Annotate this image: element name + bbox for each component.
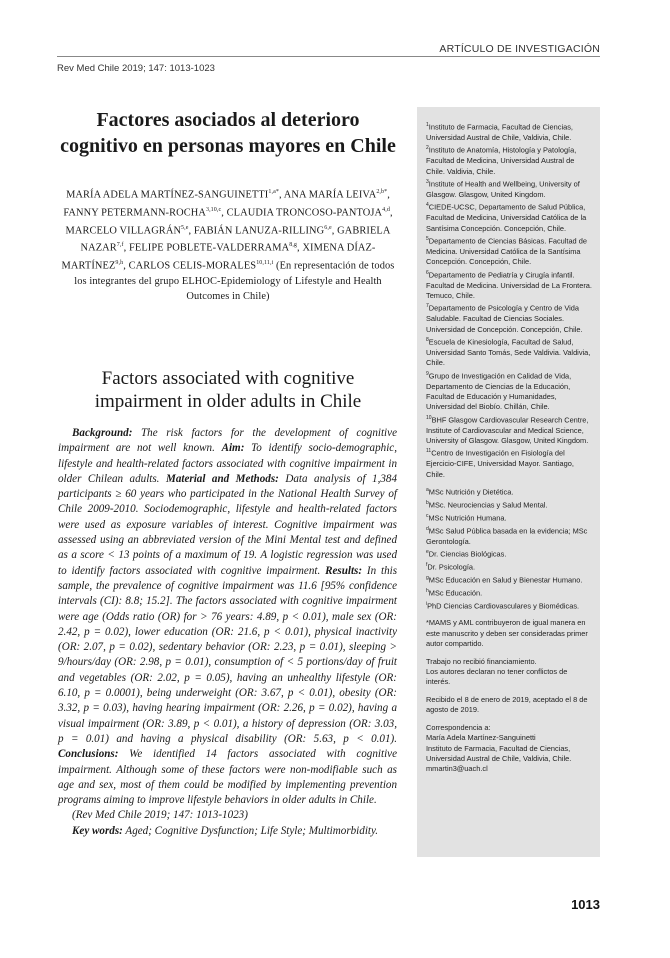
affiliation-item	[426, 177, 592, 200]
degree-item-marker: d	[426, 525, 429, 532]
degree-item	[426, 560, 592, 573]
affiliation-item-text: Grupo de Investigación en Calidad de Vida, Departamento de Ciencias de la Educación, Facultad de Educación y Humanidades, Universidad del Biobío. Chillán, Chile.	[426, 371, 572, 412]
degree-item-marker: a	[426, 487, 429, 494]
degree-item-marker: f	[426, 561, 428, 568]
affiliation-item	[426, 200, 592, 234]
degree-item-text: MSc Educación.	[428, 588, 483, 598]
section-label: ARTÍCULO DE INVESTIGACIÓN	[439, 43, 600, 55]
received-dates: Recibido el 8 de enero de 2019, aceptado el 8 de agosto de 2019.	[426, 694, 588, 715]
degree-item-text: MSc. Neurociencias y Salud Mental.	[428, 500, 548, 510]
author-affiliation-marker: 10,11,i	[256, 260, 274, 267]
author-name: MARÍA ADELA MARTÍNEZ-SANGUINETTI	[66, 189, 269, 201]
abstract-citation: (Rev Med Chile 2019; 147: 1013-1023)	[72, 809, 248, 822]
author-affiliation-marker: 8,g	[289, 242, 298, 249]
degree-item-marker: i	[426, 600, 428, 607]
contribution-note: *MAMS y AML contribuyeron de igual manera en este manuscrito y deben ser consideradas primer autor compartido.	[426, 618, 588, 649]
author-separator: ,	[221, 207, 224, 219]
degree-list	[426, 485, 592, 611]
correspondence-label: Correspondencia a:	[426, 722, 491, 732]
conflict-statement: Los autores declaran no tener conflictos de interés.	[426, 667, 568, 687]
degree-item	[426, 485, 592, 498]
affiliation-item	[426, 446, 592, 480]
degree-item	[426, 547, 592, 560]
author-separator: ,	[123, 242, 127, 254]
degree-item-marker: b	[426, 500, 429, 507]
affiliation-item-text: Instituto de Anatomía, Histología y Patología, Facultad de Medicina, Universidad Austral de Chile. Valdivia, Chile.	[426, 145, 577, 176]
affiliation-item	[426, 335, 592, 369]
author-affiliation-marker: 3,10,c	[205, 206, 222, 213]
correspondence-address: Instituto de Farmacia, Facultad de Ciencias, Universidad Austral de Chile, Valdivia, Chile.	[426, 743, 572, 763]
author-list	[58, 185, 398, 304]
affiliation-item	[426, 120, 592, 143]
title-block	[58, 107, 398, 304]
author-name: CLAUDIA TRONCOSO-PANTOJA	[226, 207, 383, 219]
degree-item-text: Dr. Psicología.	[427, 562, 476, 572]
affiliation-item-marker: 8	[426, 337, 429, 343]
affiliation-item-marker: 11	[426, 448, 432, 455]
author-name: MARCELO VILLAGRÁN	[65, 225, 182, 236]
degree-item-text: Dr. Ciencias Biológicas.	[428, 549, 507, 559]
affiliation-list	[426, 120, 592, 480]
author-affiliation-marker: 1,a*	[268, 189, 279, 195]
degree-item-marker: e	[426, 549, 429, 556]
affiliation-item	[426, 369, 592, 413]
author-name: FELIPE POBLETE-VALDERRAMA	[129, 242, 290, 254]
affiliation-item-text: Departamento de Psicología y Centro de Vida Saludable. Facultad de Ciencias Sociales. Universidad de Concepción. Concepción, Chile.	[426, 303, 583, 334]
author-name: XIMENA DÍAZ-MARTÍNEZ	[61, 242, 376, 272]
affiliation-item-text: Departamento de Pediatría y Cirugía infantil. Facultad de Medicina. Universidad de La Frontera. Temuco, Chile.	[426, 270, 592, 300]
affiliation-item-text: BHF Glasgow Cardiovascular Research Centre, Institute of Cardiovascular and Medical Science, University of Glasgow. Glasgow, United Kingdom.	[426, 415, 589, 446]
affiliation-item-marker: 7	[426, 303, 429, 310]
author-name: GABRIELA NAZAR	[80, 225, 391, 254]
keywords-label: Key words:	[72, 824, 123, 837]
affiliation-item-marker: 5	[426, 235, 429, 242]
author-affiliation-marker: 9,h	[115, 260, 124, 267]
author-name: CARLOS CELIS-MORALES	[128, 260, 257, 272]
results-text: In this sample, the prevalence of cognitive impairment was 11.6 [95% confidence intervals (CI): 8.8; 15.2]. The factors associated with cognitive impairment were age (Odds ratio (OR) for > 76 years: 4.89, p < 0.01), male sex (OR: 2.42, p = 0.02), lower education (OR: 21.6, p < 0.01), physical inactivity (OR: 2.07, p = 0.02), sedentary behavior (OR: 2.23, p = 0.01), sleeping > 9/hours/day (OR: 2.98, p = 0.01), consumption of < 5 portions/day of fruit and vegetables (OR: 2.02, p = 0.05), having an unhealthy lifestyle (OR: 6.10, p = 0.0001), being underweight (OR: 3.67, p < 0.01), obesity (OR: 3.32, p = 0.03), having hearing impairment (OR: 2.26, p = 0.02), having a visual impairment (OR: 3.89, p < 0.01), a history of depression (OR: 3.03, p = 0.01) and having a physical disability (OR: 5.63, p < 0.01).	[58, 564, 398, 745]
degree-item	[426, 511, 592, 524]
degree-item	[426, 524, 592, 547]
article-title-english: Factors associated with cognitive impairment in older adults in Chile	[94, 368, 362, 412]
author-name: FABIÁN LANUZA-RILLING	[193, 225, 325, 236]
degree-item-marker: h	[426, 587, 429, 594]
author-separator: ,	[389, 207, 393, 219]
affiliations-sidebar	[417, 107, 600, 857]
degree-item-marker: c	[426, 512, 429, 519]
author-affiliation-marker: 2,b*	[376, 189, 388, 195]
author-separator: ,	[387, 189, 390, 201]
affiliation-item	[426, 301, 592, 335]
article-title-spanish: Factores asociados al deterioro cognitivo en personas mayores en Chile	[60, 109, 396, 157]
affiliation-item-text: Centro de Investigación en Fisiología del Ejercicio-CIFE, Universidad Mayor. Santiago, Chile.	[426, 448, 574, 479]
author-separator: ,	[278, 189, 282, 201]
affiliation-item-marker: 9	[426, 370, 429, 377]
conclusions-text: We identified 14 factors associated with cognitive impairment. Although some of these factors were non-modifiable such as age and sex, most of them could be modified by implementing prevention programs aiming to improve lifestyle behaviors in older adults in Chile.	[58, 748, 397, 807]
author-separator: ,	[123, 260, 126, 272]
author-separator: ,	[297, 242, 300, 254]
degree-item-text: MSc Nutrición Humana.	[428, 513, 507, 523]
degree-item	[426, 586, 592, 599]
journal-citation-header: Rev Med Chile 2019; 147: 1013-1023	[57, 63, 215, 74]
affiliation-item-text: Escuela de Kinesiología, Facultad de Salud, Universidad Santo Tomás, Sede Valdivia. Valdivia, Chile.	[426, 337, 591, 368]
aim-label: Aim:	[221, 442, 245, 455]
affiliation-item	[426, 268, 592, 302]
affiliation-item-text: Departamento de Ciencias Básicas. Facultad de Medicina. Universidad Católica de la Santísima Concepción. Concepción, Chile.	[426, 236, 587, 267]
affiliation-item-marker: 3	[426, 178, 429, 185]
degree-item-text: PhD Ciencias Cardiovasculares y Biomédicas.	[427, 601, 580, 611]
abstract-body	[58, 426, 397, 808]
abstract	[58, 426, 397, 839]
background-text: The risk factors for the development of cognitive impairment are not well known.	[58, 427, 397, 455]
results-label: Results:	[325, 564, 363, 577]
affiliation-item-text: CIEDE-UCSC, Departamento de Salud Pública, Facultad de Medicina, Universidad Católica de la Santísima Concepción. Concepción, Chile.	[426, 202, 587, 233]
author-affiliation-marker: 5,e	[181, 224, 189, 231]
affiliation-item-marker: 2	[426, 145, 429, 152]
methods-label: Material and Methods:	[165, 472, 279, 485]
correspondence-name: María Adela Martínez-Sanguinetti	[426, 733, 536, 743]
author-separator: ,	[188, 225, 192, 236]
methods-text: Data analysis of 1,384 participants ≥ 60 years who participated in the National Health Survey of Chile 2009-2010. Sociodemographic, lifestyle and health-related factors were used as exposure variables of interest. Cognitive impairment was assessed using an abbreviated version of the Mini Mental test and defined as a score < 13 points of a maximum of 19. A logistic regression was used to identify factors associated with cognitive impairment.	[58, 472, 398, 577]
degree-item	[426, 599, 592, 612]
conclusions-label: Conclusions:	[58, 748, 119, 761]
degree-item	[426, 573, 592, 586]
affiliation-item-text: Instituto de Farmacia, Facultad de Ciencias, Universidad Austral de Chile, Valdivia, Chile.	[426, 122, 573, 142]
author-affiliation-marker: 4,d	[382, 206, 390, 213]
correspondence-email: mmartin3@uach.cl	[426, 764, 488, 774]
author-separator: ,	[331, 225, 335, 236]
affiliation-item	[426, 143, 592, 177]
author-name: ANA MARÍA LEIVA	[283, 189, 377, 201]
header-rule	[57, 56, 600, 57]
aim-text: To identify socio-demographic, lifestyle and health-related factors associated with cognitive impairment in older Chilean adults.	[58, 442, 397, 485]
author-name: FANNY PETERMANN-ROCHA	[63, 207, 206, 219]
degree-item-text: MSc Nutrición y Dietética.	[428, 487, 514, 497]
affiliation-item-marker: 4	[426, 202, 429, 209]
degree-item-text: MSc Educación en Salud y Bienestar Humano.	[428, 575, 583, 585]
affiliation-item-marker: 10	[426, 414, 432, 421]
affiliation-item-text: Institute of Health and Wellbeing, University of Glasgow. Glasgow, United Kingdom.	[426, 179, 580, 199]
authors-note: (En representación de todos los integrantes del grupo ELHOC-Epidemiology of Lifestyle and Health Outcomes in Chile)	[74, 260, 395, 303]
keywords-text: Aged; Cognitive Dysfunction; Life Style; Multimorbidity.	[125, 824, 379, 837]
degree-item-text: MSc Salud Pública basada en la evidencia; MSc Gerontología.	[426, 526, 588, 546]
keywords	[58, 824, 397, 839]
affiliation-item	[426, 413, 592, 447]
funding-statement: Trabajo no recibió financiamiento.	[426, 656, 537, 666]
affiliation-item-marker: 1	[426, 122, 429, 128]
degree-item	[426, 498, 592, 511]
page-number: 1013	[571, 897, 600, 912]
author-affiliation-marker: 7,f	[116, 242, 124, 249]
degree-item-marker: g	[426, 574, 429, 581]
author-affiliation-marker: 6,e	[324, 224, 332, 231]
affiliation-item-marker: 6	[426, 269, 429, 276]
affiliation-item	[426, 234, 592, 268]
background-label: Background:	[72, 427, 133, 439]
